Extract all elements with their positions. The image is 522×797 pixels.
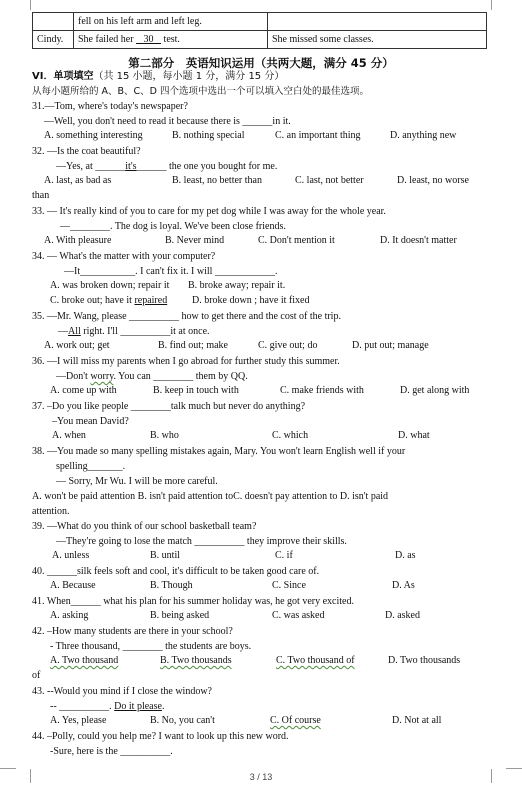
q31-stem: 31.—Tom, where's today's newspaper? [32, 101, 188, 112]
q33-option-b: B. Never mind [165, 235, 225, 246]
q38-stem-cont: spelling_______. [56, 461, 126, 472]
q34-option-a: A. was broken down; repair it [50, 280, 170, 291]
q35-option-d: D. put out; manage [352, 340, 429, 351]
q41-option-d: D. asked [385, 610, 420, 621]
q32-option-a: A. last, as bad as [44, 175, 112, 186]
q39-option-b: B. until [150, 550, 181, 561]
q31-response: —Well, you don't need to read it because there is ______in it. [44, 116, 291, 127]
table-cell [268, 13, 487, 31]
q33-option-a: A. With pleasure [44, 235, 112, 246]
q35-stem: 35. —Mr. Wang, please __________ how to get there and the cost of the trip. [32, 311, 341, 322]
q37-option-d: D. what [398, 430, 430, 441]
q39-option-a: A. unless [52, 550, 90, 561]
section-instruction: 从每小题所给的 A、B、C、D 四个选项中选出一个可以填入空白处的最佳选项。 [32, 86, 370, 97]
q43-text: . [161, 701, 165, 712]
q35-response [58, 325, 492, 339]
table-cell [33, 13, 74, 31]
q32-option-c: C. last, not better [295, 175, 364, 186]
crop-mark-bottom-left-h [0, 768, 16, 769]
q37-response: –You mean David? [52, 416, 129, 427]
q34-option-b: B. broke away; repair it. [188, 280, 286, 291]
q35-option-b: B. find out; make [158, 340, 228, 351]
q43-stem: 43. --Would you mind if I close the window? [32, 686, 212, 697]
q41-option-a: A. asking [50, 610, 89, 621]
q35-text: — [58, 326, 68, 337]
q31-option-b: B. nothing special [172, 130, 245, 141]
q43-option-d: D. Not at all [392, 715, 442, 726]
q35-option-a: A. work out; get [44, 340, 110, 351]
q43-response [50, 700, 492, 714]
q34-response: —It___________. I can't fix it. I will ____________. [64, 266, 278, 277]
blank-value: 30 [143, 34, 154, 45]
q32-response [56, 160, 492, 174]
q32-option-d-cont: than [32, 190, 50, 201]
table-cell [268, 31, 487, 49]
q43-option-a: A. Yes, please [50, 715, 107, 726]
q42-option-a: A. Two thousand [50, 655, 119, 666]
q31-option-c: C. an important thing [275, 130, 361, 141]
cell-text: She missed some classes. [272, 34, 374, 45]
table-cell [33, 31, 74, 49]
q34-option-c-text: C. broke out; have it [50, 295, 132, 306]
q42-option-b: B. Two thousands [160, 655, 232, 666]
q36-option-b: B. keep in touch with [153, 385, 239, 396]
q35-text: right. I'll __________it at once. [80, 326, 210, 337]
q34-option-c-underlined: repaired [134, 295, 168, 306]
section-title [32, 70, 492, 84]
q38-options: A. won't be paid attention B. isn't paid attention toC. doesn't pay attention to D. isn't paid [32, 491, 389, 502]
q32-option-b: B. least, no better than [172, 175, 262, 186]
q36-text: . You can ________ them by QQ. [113, 371, 248, 382]
section-note: （共 15 小题，每小题 1 分，满分 15 分） [93, 71, 285, 82]
q37-option-c: C. which [272, 430, 309, 441]
q42-stem: 42. –How many students are there in your school? [32, 626, 233, 637]
q40-option-c: C. Since [272, 580, 306, 591]
q36-response [56, 370, 492, 384]
q35-underlined: All [68, 326, 81, 337]
crop-mark-top-left [16, 0, 31, 10]
q31-option-a: A. something interesting [44, 130, 143, 141]
table-row [33, 13, 487, 31]
q42-response: - Three thousand, ________ the students are boys. [50, 641, 252, 652]
cell-text: fell on his left arm and left leg. [78, 16, 202, 27]
q36-stem: 36. —I will miss my parents when I go abroad for further study this summer. [32, 356, 340, 367]
q34-stem: 34. — What's the matter with your computer? [32, 251, 216, 262]
part-heading: 第二部分 英语知识运用（共两大题，满分 45 分） [128, 56, 394, 70]
q36-marked-word: worry [90, 371, 114, 382]
q34-option-c [50, 295, 167, 306]
q43-underlined: Do it please [114, 701, 162, 712]
q37-stem: 37. –Do you like people ________talk much but never do anything? [32, 401, 306, 412]
q44-stem: 44. –Polly, could you help me? I want to look up this new word. [32, 731, 289, 742]
q34-option-d: D. broke down ; have it fixed [192, 295, 310, 306]
q36-option-c: C. make friends with [280, 385, 364, 396]
q44-response: -Sure, here is the __________. [50, 746, 173, 757]
q33-option-c: C. Don't mention it [258, 235, 335, 246]
q32-text: —Yes, at ______ [56, 161, 126, 172]
filled-blank [136, 34, 161, 45]
table-cell [74, 13, 268, 31]
crop-mark-top-right [491, 0, 506, 10]
q39-option-d: D. as [395, 550, 416, 561]
q39-option-c: C. if [275, 550, 293, 561]
cell-text: Cindy. [37, 34, 64, 45]
q40-option-d: D. As [392, 580, 415, 591]
q42-option-c: C. Two thousand of [276, 655, 355, 666]
q33-response: —________. The dog is loyal. We've been close friends. [60, 221, 286, 232]
q36-text: —Don't [56, 371, 91, 382]
q36-option-a: A. come up with [50, 385, 117, 396]
q40-option-a: A. Because [50, 580, 96, 591]
q37-option-a: A. when [52, 430, 86, 441]
q43-text: -- __________. [50, 701, 115, 712]
q32-stem: 32. —Is the coat beautiful? [32, 146, 141, 157]
previous-question-table [32, 12, 487, 49]
q35-option-c: C. give out; do [258, 340, 318, 351]
table-cell [74, 31, 268, 49]
q36-option-d: D. get along with [400, 385, 470, 396]
q33-stem: 33. — It's really kind of you to care for my pet dog while I was away for the whole year. [32, 206, 386, 217]
q42-option-d-cont: of [32, 670, 41, 681]
q38-options-cont: attention. [32, 506, 70, 517]
q40-option-b: B. Though [150, 580, 193, 591]
q37-option-b: B. who [150, 430, 179, 441]
q38-stem: 38. —You made so many spelling mistakes again, Mary. You won't learn English well if your [32, 446, 406, 457]
q43-option-c: C. Of course [270, 715, 321, 726]
q38-response: — Sorry, Mr Wu. I will be more careful. [56, 476, 218, 487]
page-number: 3 / 13 [249, 772, 273, 782]
q32-option-d: D. least, no worse [397, 175, 469, 186]
cell-text: test. [163, 34, 180, 45]
q43-option-b: B. No, you can't [150, 715, 215, 726]
section-label: VI．单项填空 [32, 71, 94, 82]
q33-option-d: D. It doesn't matter [380, 235, 457, 246]
q39-response: —They're going to lose the match __________ they improve their skills. [56, 536, 347, 547]
q32-underlined: it's [125, 161, 137, 172]
q41-stem: 41. When______ what his plan for his summer holiday was, he got very excited. [32, 596, 354, 607]
q41-option-c: C. was asked [272, 610, 325, 621]
q39-stem: 39. —What do you think of our school basketball team? [32, 521, 257, 532]
table-row [33, 31, 487, 49]
q31-option-d: D. anything new [390, 130, 457, 141]
q41-option-b: B. being asked [150, 610, 210, 621]
cell-text: She failed her [78, 34, 134, 45]
q40-stem: 40. ______silk feels soft and cool, it's difficult to be taken good care of. [32, 566, 320, 577]
crop-mark-bottom-right-h [506, 768, 522, 769]
q32-text: ______ the one you bought for me. [136, 161, 278, 172]
q42-option-d: D. Two thousands [388, 655, 461, 666]
